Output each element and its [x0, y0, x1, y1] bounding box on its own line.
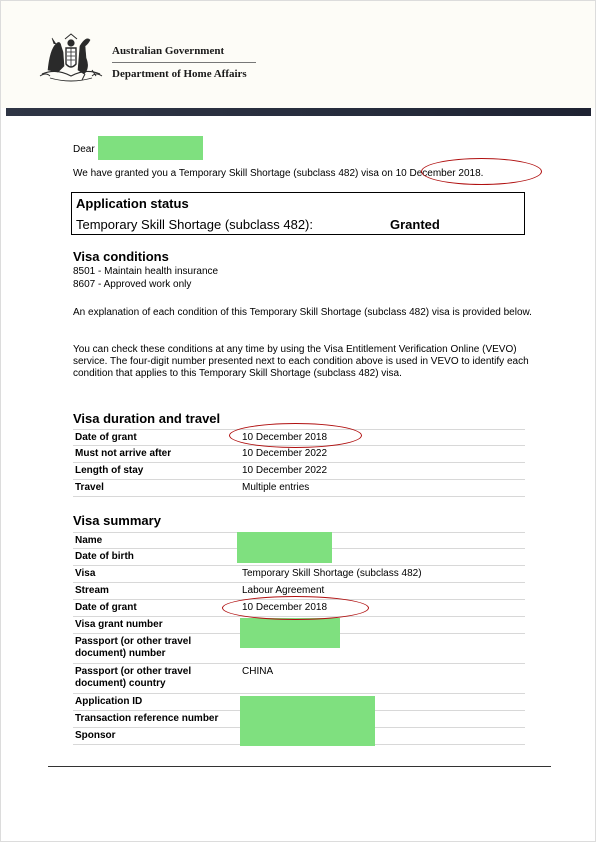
government-name: Australian Government — [112, 45, 225, 57]
row-value: 10 December 2022 — [242, 465, 328, 476]
table-row — [73, 463, 525, 480]
grant-sentence-prefix: We have granted you a Temporary Skill Shortage (subclass 482) visa on — [73, 168, 393, 179]
row-label: Passport (or other travel document) number — [75, 636, 192, 659]
condition-item: 8501 - Maintain health insurance — [73, 266, 219, 277]
condition-item: 8607 - Approved work only — [73, 279, 192, 290]
row-value: Temporary Skill Shortage (subclass 482) — [242, 568, 422, 579]
application-status-value: Granted — [390, 217, 440, 232]
row-label: Visa grant number — [75, 619, 163, 630]
row-label: Visa — [75, 568, 96, 579]
salutation: Dear — [73, 144, 95, 155]
row-label: Travel — [75, 482, 104, 493]
header-bar — [6, 108, 591, 116]
annotation-circle-summary-date-of-grant — [222, 596, 369, 620]
table-row — [73, 566, 525, 583]
row-label: Application ID — [75, 696, 143, 707]
row-value: Labour Agreement — [242, 585, 325, 596]
application-status-heading: Application status — [76, 196, 189, 211]
redacted-grant-passport-number — [240, 618, 340, 648]
row-value: Multiple entries — [242, 482, 310, 493]
row-label: Transaction reference number — [75, 713, 219, 724]
annotation-circle-grant-sentence — [421, 158, 542, 185]
table-row — [73, 480, 525, 497]
row-label: Name — [75, 535, 103, 546]
row-value: 10 December 2022 — [242, 448, 328, 459]
vevo-note: You can check these conditions at any time by using the Visa Entitlement Verification Online (VEVO) service. The four-digit number presented next to each condition above is used in VEVO to identify each condition that applies to this Temporary Skill Shortage (subclass 482) visa. — [73, 344, 529, 379]
annotation-circle-date-of-grant — [229, 423, 362, 448]
row-label: Passport (or other travel document) country — [75, 666, 192, 689]
coat-of-arms-icon — [36, 30, 106, 86]
row-label: Date of grant — [75, 432, 137, 443]
redacted-recipient-name — [98, 136, 203, 160]
footer-divider — [48, 766, 551, 767]
row-label: Must not arrive after — [75, 448, 172, 459]
table-row — [73, 664, 525, 694]
header-divider — [112, 62, 256, 63]
row-label: Length of stay — [75, 465, 144, 476]
row-value: 10 December 2018 — [242, 432, 328, 443]
row-value: 10 December 2018 — [242, 602, 328, 613]
table-row — [73, 446, 525, 463]
redacted-name-dob — [237, 532, 332, 563]
visa-conditions-heading: Visa conditions — [73, 249, 169, 264]
application-status-box — [71, 192, 525, 235]
conditions-explanation: An explanation of each condition of this Temporary Skill Shortage (subclass 482) visa is provided below. — [73, 307, 532, 318]
application-status-visa: Temporary Skill Shortage (subclass 482): — [76, 217, 313, 232]
row-value: CHINA — [242, 666, 274, 677]
row-label: Date of birth — [75, 551, 134, 562]
row-label: Date of grant — [75, 602, 137, 613]
grant-sentence-suffix: . — [480, 168, 484, 179]
row-label: Sponsor — [75, 730, 116, 741]
visa-summary-heading: Visa summary — [73, 513, 161, 528]
redacted-application-sponsor — [240, 696, 375, 746]
department-name: Department of Home Affairs — [112, 68, 247, 80]
visa-duration-heading: Visa duration and travel — [73, 411, 221, 426]
row-label: Stream — [75, 585, 109, 596]
grant-sentence-date: 10 December 2018 — [395, 168, 481, 179]
